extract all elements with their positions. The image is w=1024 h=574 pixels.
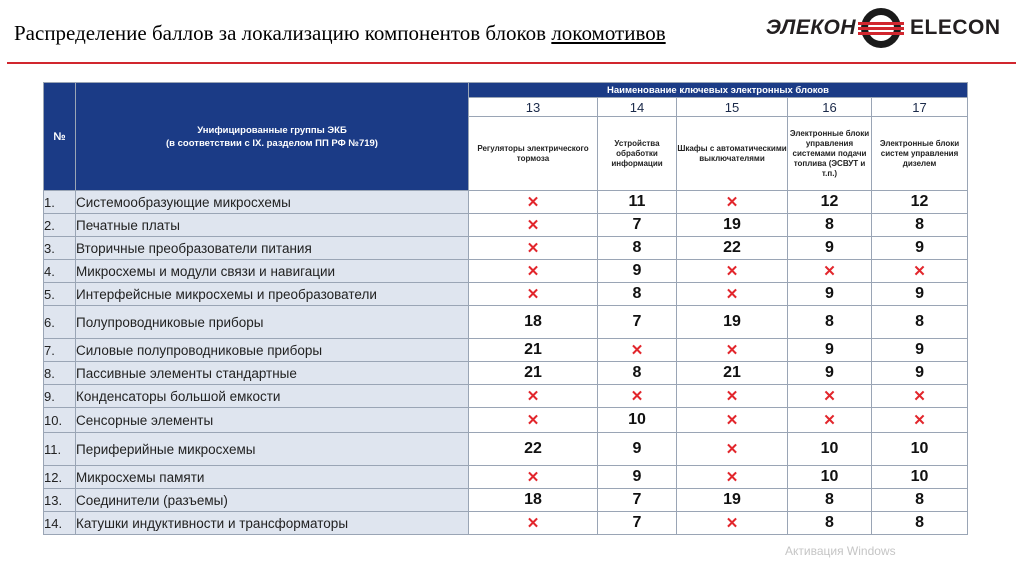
row-number: 13. (44, 489, 76, 512)
cross-icon: ✕ (526, 216, 540, 234)
score-value: 12 (820, 193, 839, 210)
row-group-name: Интерфейсные микросхемы и преобразователи (76, 283, 469, 306)
cross-icon: ✕ (725, 262, 739, 280)
score-cell (788, 489, 872, 512)
score-cell (598, 433, 677, 466)
score-cell (788, 466, 872, 489)
cross-icon: ✕ (725, 285, 739, 303)
score-cell (788, 408, 872, 433)
cross-icon: ✕ (913, 387, 926, 405)
elecon-logo-icon (858, 6, 904, 50)
table-row (44, 408, 968, 433)
score-cell (872, 385, 968, 408)
slide-title (14, 21, 666, 46)
score-value: 9 (915, 285, 924, 302)
score-cell (598, 191, 677, 214)
score-cell (469, 408, 598, 433)
score-value: 19 (723, 491, 741, 508)
score-cell (469, 283, 598, 306)
score-value: 10 (910, 440, 929, 457)
score-cell (788, 306, 872, 339)
header-ekb-line2: (в соответствии с IX. разделом ПП РФ №719) (166, 137, 378, 149)
score-cell (788, 260, 872, 283)
score-cell (598, 385, 677, 408)
score-value: 8 (825, 514, 834, 531)
header-ekb-line1: Унифицированные группы ЭКБ (197, 124, 347, 136)
column-number: 13 (469, 98, 598, 117)
table-row (44, 260, 968, 283)
table-row (44, 362, 968, 385)
score-value: 9 (632, 262, 642, 279)
table-row (44, 191, 968, 214)
slide-title-main: Распределение баллов за локализацию компонентов блоков (14, 21, 552, 45)
cross-icon: ✕ (526, 514, 540, 532)
score-cell (788, 339, 872, 362)
row-group-name: Микросхемы и модули связи и навигации (76, 260, 469, 283)
table-row (44, 306, 968, 339)
column-description: Регуляторы электрического тормоза (469, 117, 598, 191)
cross-icon: ✕ (526, 262, 540, 280)
score-cell (788, 214, 872, 237)
score-cell (872, 408, 968, 433)
score-cell (872, 237, 968, 260)
cross-icon: ✕ (630, 387, 644, 405)
row-number: 4. (44, 260, 76, 283)
column-description: Шкафы с автоматическими выключателями (677, 117, 788, 191)
column-number: 15 (677, 98, 788, 117)
score-cell (469, 512, 598, 535)
row-number: 11. (44, 433, 76, 466)
score-cell (788, 512, 872, 535)
score-value: 9 (915, 239, 924, 256)
activation-watermark: Активация Windows (785, 544, 896, 558)
score-cell (598, 237, 677, 260)
score-value: 21 (723, 364, 741, 381)
header-key-blocks: Наименование ключевых электронных блоков (469, 83, 968, 98)
score-cell (469, 466, 598, 489)
score-value: 8 (632, 364, 642, 381)
score-table (43, 82, 968, 535)
score-value: 10 (820, 440, 839, 457)
header-ekb-groups (76, 83, 469, 191)
score-cell (598, 489, 677, 512)
score-value: 9 (825, 239, 834, 256)
row-group-name: Конденсаторы большой емкости (76, 385, 469, 408)
cross-icon: ✕ (526, 285, 540, 303)
logo-text-ru: ЭЛЕКОН (765, 16, 856, 39)
score-cell (677, 214, 788, 237)
logo-text-en: ELECON (910, 16, 1001, 39)
cross-icon: ✕ (725, 341, 739, 359)
score-value: 18 (524, 313, 542, 330)
row-number: 1. (44, 191, 76, 214)
score-cell (469, 306, 598, 339)
score-value: 21 (524, 341, 542, 358)
row-number: 8. (44, 362, 76, 385)
score-value: 12 (910, 193, 929, 210)
score-cell (598, 362, 677, 385)
score-cell (788, 385, 872, 408)
score-value: 9 (632, 440, 642, 457)
score-cell (598, 339, 677, 362)
score-value: 8 (632, 285, 642, 302)
score-value: 9 (915, 341, 924, 358)
score-value: 9 (825, 285, 834, 302)
title-divider (7, 62, 1016, 64)
score-value: 9 (915, 364, 924, 381)
score-cell (677, 237, 788, 260)
score-cell (872, 260, 968, 283)
score-value: 10 (628, 411, 646, 428)
score-cell (598, 260, 677, 283)
score-cell (677, 433, 788, 466)
score-cell (677, 260, 788, 283)
header-num: № (44, 83, 76, 191)
score-cell (677, 489, 788, 512)
score-cell (598, 512, 677, 535)
row-group-name: Полупроводниковые приборы (76, 306, 469, 339)
row-number: 9. (44, 385, 76, 408)
score-value: 8 (632, 239, 642, 256)
cross-icon: ✕ (725, 440, 739, 458)
row-number: 2. (44, 214, 76, 237)
score-cell (469, 489, 598, 512)
score-cell (677, 466, 788, 489)
score-cell (677, 283, 788, 306)
cross-icon: ✕ (725, 514, 739, 532)
cross-icon: ✕ (526, 468, 540, 486)
score-cell (677, 408, 788, 433)
score-cell (677, 306, 788, 339)
table-row (44, 489, 968, 512)
table-row (44, 214, 968, 237)
score-cell (677, 512, 788, 535)
row-group-name: Вторичные преобразователи питания (76, 237, 469, 260)
cross-icon: ✕ (630, 341, 644, 359)
row-number: 5. (44, 283, 76, 306)
table-row (44, 512, 968, 535)
score-cell (872, 512, 968, 535)
score-cell (788, 362, 872, 385)
score-cell (872, 433, 968, 466)
score-cell (469, 237, 598, 260)
column-number: 17 (872, 98, 968, 117)
score-cell (598, 283, 677, 306)
score-cell (469, 260, 598, 283)
score-value: 22 (524, 440, 542, 457)
score-value: 11 (628, 193, 646, 210)
score-cell (872, 466, 968, 489)
column-description: Электронные блоки управления системами подачи топлива (ЭСВУТ и т.п.) (788, 117, 872, 191)
cross-icon: ✕ (725, 411, 739, 429)
score-value: 21 (524, 364, 542, 381)
row-group-name: Соединители (разъемы) (76, 489, 469, 512)
score-cell (469, 362, 598, 385)
score-cell (872, 362, 968, 385)
score-cell (677, 362, 788, 385)
score-value: 8 (915, 216, 924, 233)
cross-icon: ✕ (526, 239, 540, 257)
score-value: 7 (632, 514, 642, 531)
score-value: 9 (825, 341, 834, 358)
score-cell (872, 283, 968, 306)
column-number: 16 (788, 98, 872, 117)
score-value: 9 (632, 468, 642, 485)
score-cell (872, 214, 968, 237)
score-value: 7 (632, 491, 642, 508)
score-cell (469, 385, 598, 408)
score-cell (788, 237, 872, 260)
row-group-name: Сенсорные элементы (76, 408, 469, 433)
row-group-name: Системообразующие микросхемы (76, 191, 469, 214)
slide-title-underlined: локомотивов (551, 21, 666, 45)
cross-icon: ✕ (913, 411, 926, 429)
row-group-name: Печатные платы (76, 214, 469, 237)
score-cell (788, 283, 872, 306)
score-value: 8 (825, 313, 834, 330)
column-description: Устройства обработки информации (598, 117, 677, 191)
row-number: 6. (44, 306, 76, 339)
score-cell (872, 306, 968, 339)
score-cell (677, 385, 788, 408)
column-number: 14 (598, 98, 677, 117)
score-value: 10 (910, 468, 929, 485)
score-cell (598, 214, 677, 237)
score-cell (788, 433, 872, 466)
score-cell (469, 214, 598, 237)
score-cell (598, 306, 677, 339)
score-cell (788, 191, 872, 214)
score-cell (598, 466, 677, 489)
score-cell (677, 339, 788, 362)
score-cell (872, 191, 968, 214)
row-group-name: Силовые полупроводниковые приборы (76, 339, 469, 362)
table-row (44, 237, 968, 260)
cross-icon: ✕ (823, 411, 836, 429)
cross-icon: ✕ (913, 262, 926, 280)
row-group-name: Катушки индуктивности и трансформаторы (76, 512, 469, 535)
score-cell (469, 191, 598, 214)
table-row (44, 433, 968, 466)
cross-icon: ✕ (725, 193, 739, 211)
table-row (44, 339, 968, 362)
score-value: 8 (825, 491, 834, 508)
row-number: 3. (44, 237, 76, 260)
table-row (44, 283, 968, 306)
elecon-logo (752, 6, 1018, 50)
score-value: 10 (820, 468, 839, 485)
cross-icon: ✕ (725, 468, 739, 486)
score-value: 8 (915, 514, 924, 531)
score-cell (469, 433, 598, 466)
row-group-name: Периферийные микросхемы (76, 433, 469, 466)
cross-icon: ✕ (725, 387, 739, 405)
table-row (44, 466, 968, 489)
cross-icon: ✕ (526, 411, 540, 429)
score-value: 7 (632, 216, 642, 233)
row-number: 14. (44, 512, 76, 535)
row-group-name: Пассивные элементы стандартные (76, 362, 469, 385)
cross-icon: ✕ (526, 193, 540, 211)
score-cell (872, 489, 968, 512)
cross-icon: ✕ (823, 387, 836, 405)
score-value: 19 (723, 313, 741, 330)
score-value: 8 (915, 491, 924, 508)
score-value: 19 (723, 216, 741, 233)
score-value: 9 (825, 364, 834, 381)
row-group-name: Микросхемы памяти (76, 466, 469, 489)
score-cell (469, 339, 598, 362)
score-cell (677, 191, 788, 214)
row-number: 12. (44, 466, 76, 489)
score-value: 8 (915, 313, 924, 330)
row-number: 10. (44, 408, 76, 433)
column-description: Электронные блоки систем управления дизелем (872, 117, 968, 191)
score-cell (872, 339, 968, 362)
score-value: 22 (723, 239, 741, 256)
score-value: 18 (524, 491, 542, 508)
score-value: 7 (632, 313, 642, 330)
cross-icon: ✕ (526, 387, 540, 405)
row-number: 7. (44, 339, 76, 362)
score-cell (598, 408, 677, 433)
score-value: 8 (825, 216, 834, 233)
table-row (44, 385, 968, 408)
cross-icon: ✕ (823, 262, 836, 280)
